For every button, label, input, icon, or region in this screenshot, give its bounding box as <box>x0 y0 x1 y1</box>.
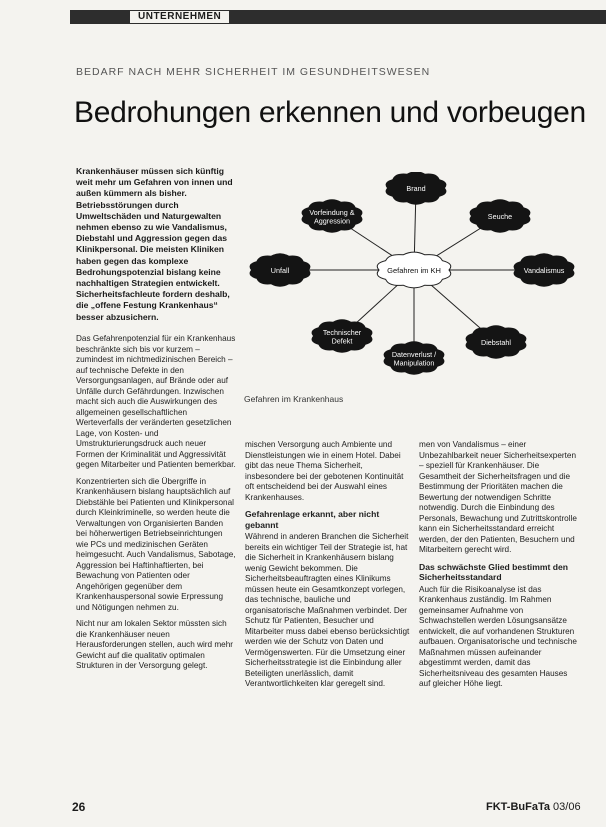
body-paragraph: Konzentrierten sich die Übergriffe in Krankenhäusern bislang hauptsächlich auf Diebstähle bei Patienten und Klinikpersonal durch Kleinkriminelle, so werden heute die Verwaltungen von Organisierten Banden bei höherwertigen Betriebseinrichtungen wie PCs und medizinischen Geräten heimgesucht. Auch Vandalismus, Sabotage, Aggression bei Haftinhaftierten, bei Bewachung von Patienten oder Angehörigen gegenüber dem Krankenhauspersonal sowie Erpressung und Nötigungen nehmen zu. <box>76 476 236 612</box>
diagram-center-label: Gefahren im KH <box>387 266 441 275</box>
diagram-node-label: Vorfeindung & Aggression <box>309 207 355 226</box>
diagram-node-label: Datenverlust / Manipulation <box>391 349 437 368</box>
diagram-node <box>384 341 445 375</box>
issue-number: 03/06 <box>553 801 581 813</box>
diagram-node-label: Unfall <box>270 266 290 275</box>
body-paragraph: men von Vandalismus – einer Unbezahlbarkeit neuer Sicherheitsexperten – speziell für Krankenhäuser. Die Gesamtheit der Sicherheitsfragen und die Bestimmung der Prioritäten machen die Bewertung der notwendigen Schritte notwendig. Durch die Einbindung des Personals, Bewachung und Zutrittskontrolle kann ein Sicherheitsstandard erreicht werden, der den Patienten, Besuchern und Mitarbeitern gerecht wird. <box>419 440 577 554</box>
section-label: UNTERNEHMEN <box>130 11 229 23</box>
diagram-node-label: Diebstahl <box>481 338 511 347</box>
body-column-3 <box>419 440 579 800</box>
diagram-caption: Gefahren im Krankenhaus <box>244 394 344 404</box>
body-column-2 <box>245 440 410 800</box>
diagram-node-label: Brand <box>406 184 426 193</box>
diagram-node <box>302 199 363 233</box>
magazine-name: FKT-BuFaTa <box>486 801 550 813</box>
diagram-node-label: Vandalismus <box>523 266 565 275</box>
diagram-node <box>466 325 527 359</box>
body-paragraph: Das Gefahrenpotenzial für ein Krankenhaus beschränkte sich bis vor kurzem – zumindest im nichtmedizinischen Bereich – auf technische Defekte in den Versorgungsanlagen, auf Brände oder auf Unfälle durch Gefährdungen. Inzwischen macht sich auch die Auswirkungen des allgemeinen gesellschaftlichen Werteverfalls der veränderten gesetzlichen Lage, von Kosten- und Umstrukturierungsdruck auch neuer Formen der Kriminalität und Aggressivität gegen Mitarbeiter und Patienten bemerkbar. <box>76 334 236 469</box>
diagram-node <box>250 253 311 287</box>
body-paragraph: Auch für die Risikoanalyse ist das Krankenhaus zuständig. Im Rahmen gemeinsamer Aufnahme von Schwachstellen werden Lösungsansätze entwickelt, die auf vorhandenen Strukturen aufbauen. Organisatorische und technische Maßnahmen müssen aufeinander abgestimmt werden, damit das Sicherheitsniveau des gesamten Hauses auf gleicher Höhe liegt. <box>419 584 577 688</box>
diagram-node <box>470 199 531 233</box>
footer-magazine <box>486 801 581 813</box>
diagram-node-label: Seuche <box>487 212 513 221</box>
body-paragraph: mischen Versorgung auch Ambiente und Dienstleistungen wie in einem Hotel. Dabei gibt das neue Thema Sicherheit, insbesondere bei der gebotenen Kontinuität oft entscheidend bei der Auswahl eines Krankenhauses. <box>245 440 404 502</box>
diagram-node <box>386 172 447 205</box>
diagram-node <box>514 253 575 287</box>
lead-paragraph: Krankenhäuser müssen sich künftig weit mehr um Gefahren von innen und außen kümmern als bisher. Betriebsstörungen durch Umweltschäden und Naturgewalten nehmen ebenso zu wie Vandalismus, Diebstahl und Aggression gegen das Klinikpersonal. Die meisten Kliniken haben gegen das komplexe Bedrohungspotenzial bislang keine nachhaltigen Strategien entwickelt. Sicherheitsfachleute fordern deshalb, die „offene Festung Krankenhaus“ besser abzusichern. <box>76 166 233 322</box>
diagram-node-label: Technischer Defekt <box>322 327 362 346</box>
subheading: Das schwächste Glied bestimmt den Sicherheitsstandard <box>419 561 569 582</box>
body-column-1 <box>76 334 236 796</box>
subheading: Gefahrenlage erkannt, aber nicht gebannt <box>245 509 380 530</box>
page-number: 26 <box>72 800 86 814</box>
diagram-node <box>312 319 373 353</box>
threat-diagram <box>244 172 584 392</box>
article-title: Bedrohungen erkennen und vorbeugen <box>74 96 586 129</box>
kicker: BEDARF NACH MEHR SICHERHEIT IM GESUNDHEITSWESEN <box>76 66 431 78</box>
body-paragraph: Während in anderen Branchen die Sicherheit bereits ein wichtiger Teil der Strategie ist, hat die Sicherheit in Krankenhäusern bislang wenig Gewicht bekommen. Die Sicherheitsbeauftragten eines Klinikums müssen heute ein Gesamtkonzept vorlegen, das technische, bauliche und organisatorische Maßnahmen verbindet. Der Schutz für Patienten, Besucher und Mitarbeiter muss dabei ebenso berücksichtigt werden wie der Schutz von Daten und Vermögenswerten. Für die Umsetzung einer Sicherheitsstrategie ist die Einbindung aller Beteiligten unerlässlich, damit Verantwortlichkeiten klar geregelt sind. <box>245 532 410 688</box>
body-paragraph: Nicht nur am lokalen Sektor müssten sich die Krankenhäuser neuen Herausforderungen stellen, auch wird mehr Gewicht auf die qualitativ optimalen Strukturen in der Versorgung gelegt. <box>76 619 234 670</box>
